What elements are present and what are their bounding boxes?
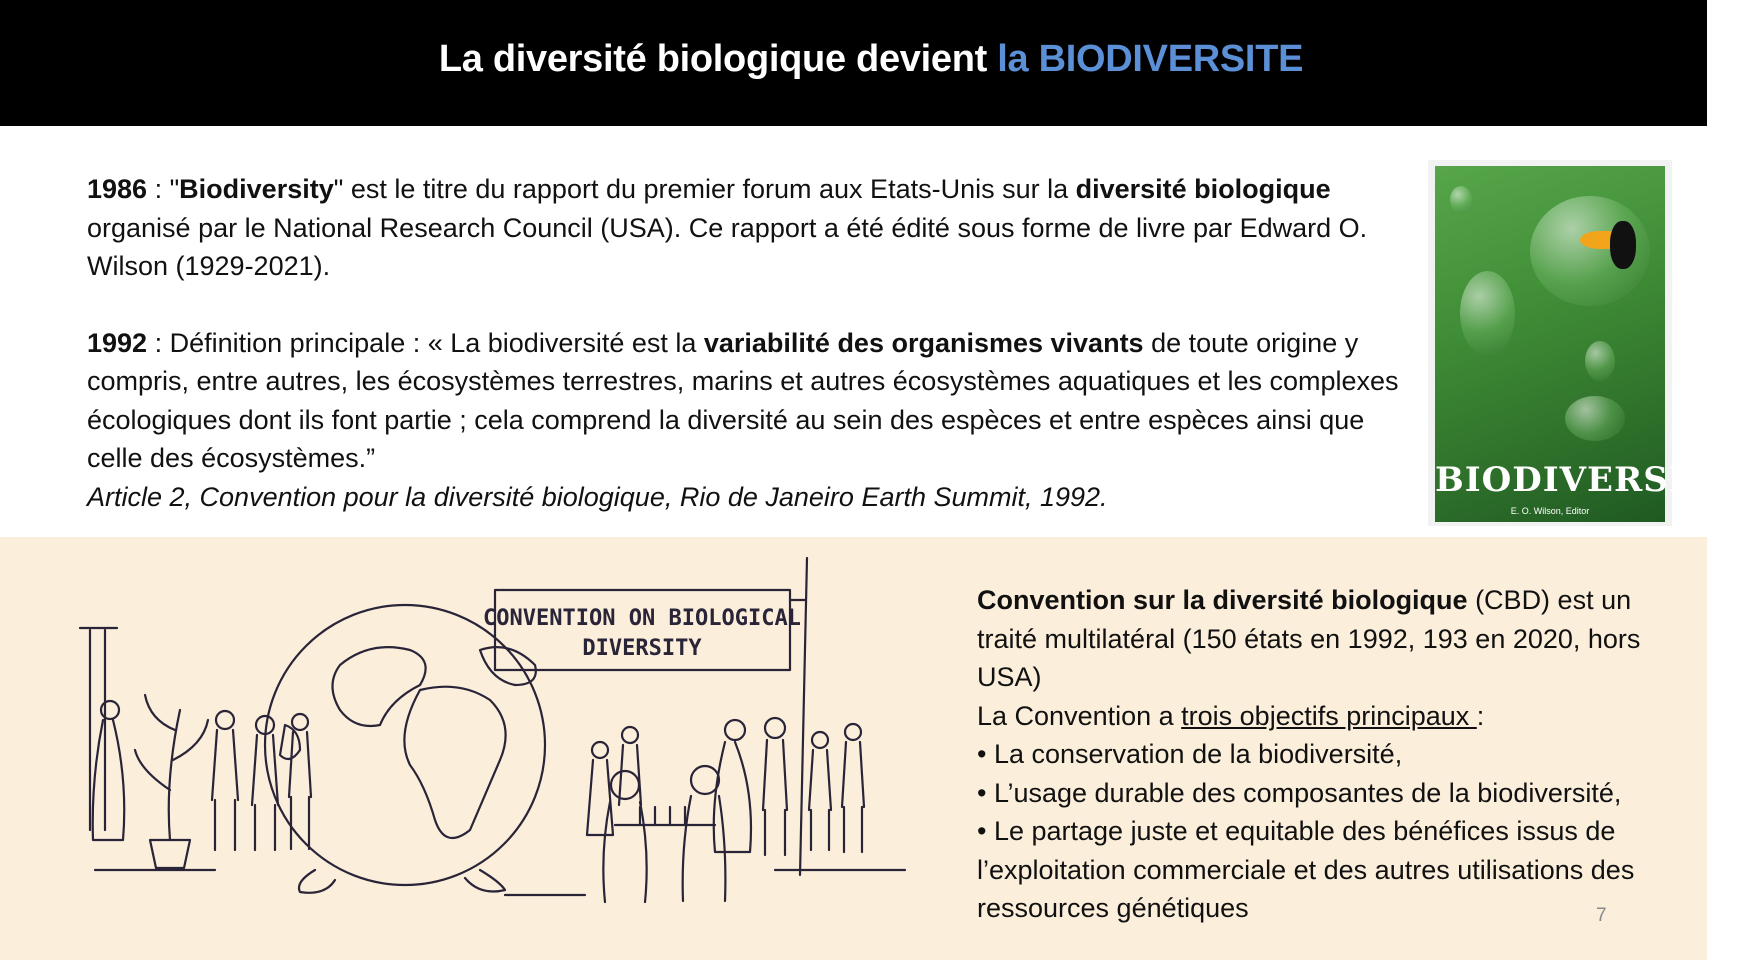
toucan-body-icon xyxy=(1610,221,1636,269)
person-head xyxy=(845,724,861,740)
bold-variabilite: variabilité des organismes vivants xyxy=(703,327,1144,358)
text: " est le titre du rapport du premier forum aux Etats-Unis sur la xyxy=(333,174,1076,204)
person xyxy=(842,742,864,852)
person-head xyxy=(292,714,308,730)
text: (CBD) est un traité multilatéral (150 états en 1992, 193 en 2020, hors USA) xyxy=(977,585,1641,692)
cbd-text-block xyxy=(977,581,1697,928)
globe-continent xyxy=(333,647,426,726)
person xyxy=(809,750,831,850)
text: de toute origine y compris, entre autres, les écosystèmes terrestres, marins et autres écosystèmes aquatiques et les complexes écologiques dont ils font partie ; cela comprend la diversité au sein des espèces et entre espèces ainsi que celle des écosystèmes.” xyxy=(87,327,1399,473)
book-editor: E. O. Wilson, Editor xyxy=(1510,506,1590,516)
citation xyxy=(87,478,1422,517)
glasses xyxy=(640,807,685,825)
globe-continent xyxy=(404,687,505,838)
banner-pole xyxy=(800,558,807,875)
bullet-partage: • Le partage juste et equitable des bénéfices issus de l’exploitation commerciale et des autres utilisations des ressources génétiques xyxy=(977,816,1635,923)
header-bar xyxy=(0,0,1707,126)
plant xyxy=(135,695,208,840)
person xyxy=(587,760,613,835)
page-number: 7 xyxy=(1596,905,1607,926)
text: organisé par le National Research Council (USA). Ce rapport a été édité sous forme de livre par Edward O. Wilson (1929-2021). xyxy=(87,212,1368,281)
person xyxy=(683,796,726,901)
book-cover-art xyxy=(1435,166,1738,522)
title-main: La diversité biologique devient xyxy=(438,38,987,80)
person-head xyxy=(101,701,119,719)
person-head xyxy=(622,727,638,743)
plant-pot xyxy=(150,840,190,868)
person-head xyxy=(765,718,785,738)
bold-biodiversity: Biodiversity xyxy=(179,174,334,204)
person xyxy=(212,730,238,850)
text: : " xyxy=(147,174,180,204)
person-head xyxy=(611,771,639,799)
book-title: BIODIVERSITY xyxy=(1435,460,1738,500)
banner-line-2: DIVERSITY xyxy=(582,636,702,661)
globe-foot xyxy=(465,870,505,892)
text: : xyxy=(1476,700,1485,731)
cbd-definition xyxy=(977,581,1697,697)
top-text-block xyxy=(87,170,1422,516)
person xyxy=(763,740,787,855)
paragraph-gap xyxy=(87,286,1422,324)
person-head xyxy=(812,732,828,748)
water-drop xyxy=(1565,396,1625,441)
year-1992: 1992 xyxy=(87,327,148,358)
person-head xyxy=(691,766,719,794)
citation-text: Article 2, Convention pour la diversité biologique, Rio de Janeiro Earth Summit, 1992. xyxy=(87,481,1108,512)
water-drop xyxy=(1460,271,1515,356)
person-head xyxy=(725,720,745,740)
slide-title xyxy=(0,38,1742,81)
water-drop xyxy=(1450,186,1472,214)
cbd-objectives-intro xyxy=(977,697,1697,736)
cbd-cartoon-illustration xyxy=(85,570,930,945)
globe-foot xyxy=(299,870,335,893)
person xyxy=(93,720,125,840)
text: : Définition principale : « La biodiversité est la xyxy=(147,327,704,358)
person-head xyxy=(592,742,608,758)
banner-line-1: CONVENTION ON BIOLOGICAL xyxy=(483,606,801,631)
bullet-usage-durable: • L’usage durable des composantes de la biodiversité, xyxy=(977,777,1622,808)
book-cover xyxy=(1428,160,1738,526)
person xyxy=(619,745,641,805)
text: La Convention a xyxy=(977,700,1182,731)
bold-diversite-biologique: diversité biologique xyxy=(1075,174,1331,204)
bullet-conservation: • La conservation de la biodiversité, xyxy=(977,739,1403,769)
title-accent: la BIODIVERSITE xyxy=(997,38,1304,80)
person-head xyxy=(216,711,234,729)
paragraph-1992 xyxy=(87,324,1422,478)
underlined-objectives: trois objectifs principaux xyxy=(1181,700,1477,731)
water-drop xyxy=(1585,341,1615,381)
paragraph-1986 xyxy=(87,170,1422,286)
bold-cbd: Convention sur la diversité biologique xyxy=(977,585,1468,615)
year-1986: 1986 xyxy=(87,174,148,204)
